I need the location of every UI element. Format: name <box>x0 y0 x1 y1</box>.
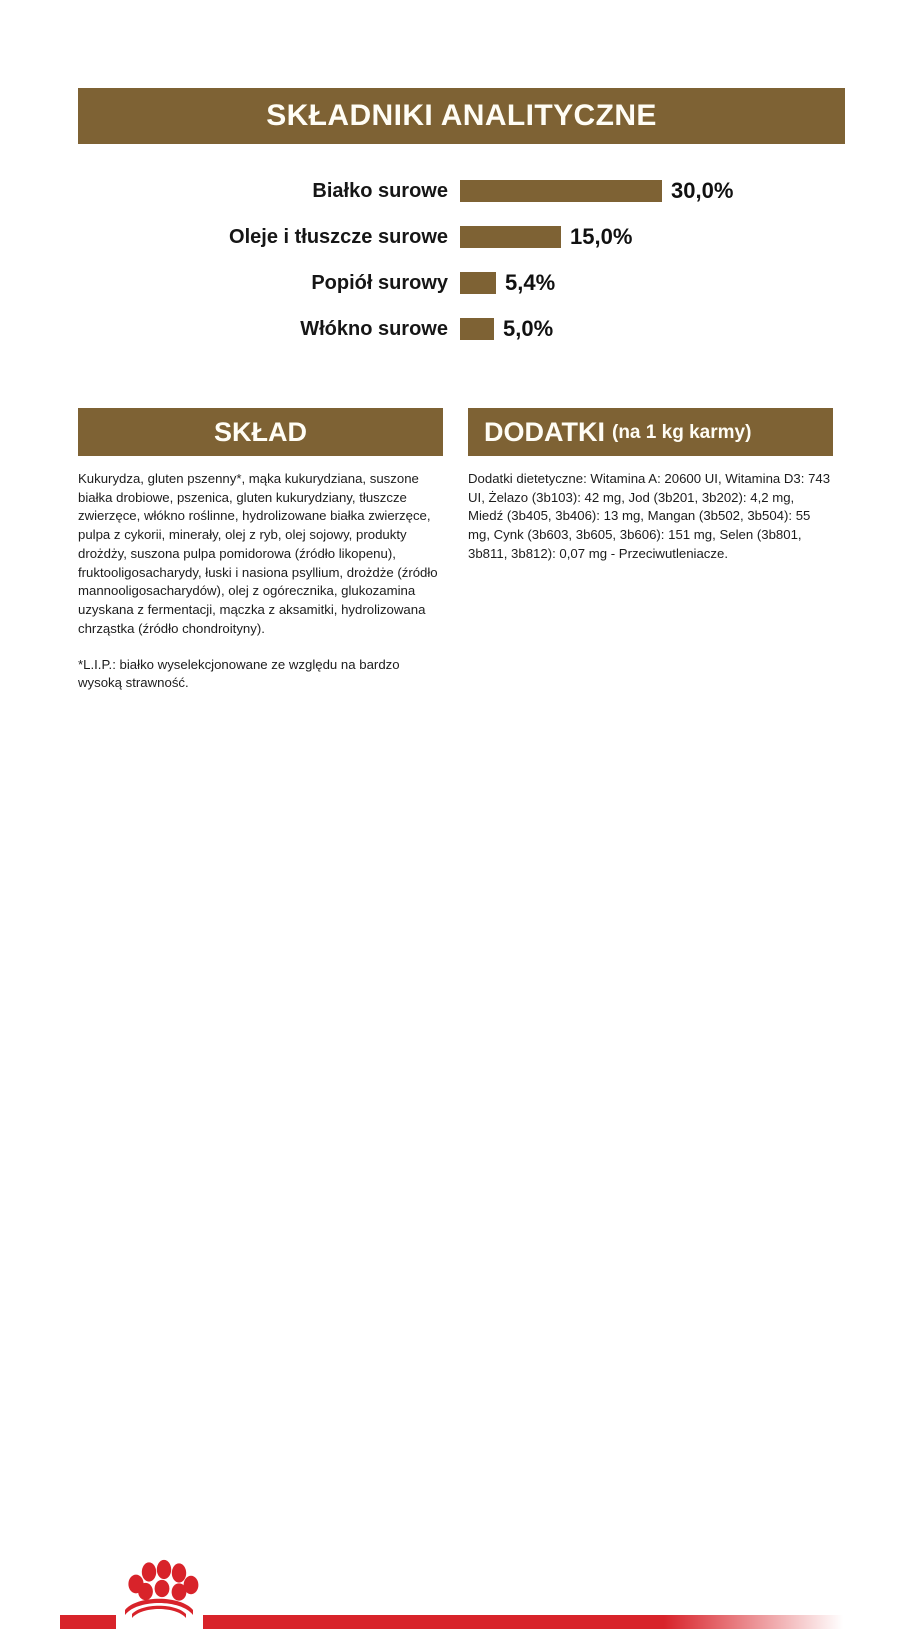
chart-row <box>78 168 845 214</box>
banner-title: SKŁADNIKI ANALITYCZNE <box>266 99 657 132</box>
chart-bar-wrap <box>460 224 845 250</box>
additives-heading: DODATKI <box>484 416 605 447</box>
chart-value-label: 30,0% <box>671 178 734 203</box>
chart-bar-wrap <box>460 270 845 296</box>
chart-bar-wrap <box>460 316 845 342</box>
chart-bar <box>460 318 494 340</box>
composition-text: Kukurydza, gluten pszenny*, mąka kukurydziana, suszone białka drobiowe, pszenica, gluten kukurydziany, tłuszcze zwierzęce, włókno roślinne, hydrolizowane białka zwierzęce, pulpa z cykorii, minerały, olej z ryb, olej sojowy, produkty drożdży, suszona pulpa pomidorowa (źródło likopenu), fruktooligosacharydy, łuski i nasiona psyllium, drożdże (źródło mannooligosacharydów), olej z ogórecznika, glukozamina uzyskana z fermentacji, mączka z aksamitki, hydrolizowana chrząstka (źródło chondroityny). <box>78 471 438 636</box>
brand-footer <box>0 770 922 922</box>
nutrient-bar-chart <box>78 168 845 352</box>
detail-columns <box>78 408 845 693</box>
footer-rule-right <box>203 1615 843 1629</box>
chart-value-label: 15,0% <box>570 224 633 249</box>
chart-value-label: 5,4% <box>505 270 556 295</box>
chart-row <box>78 260 845 306</box>
footer-rule-left <box>60 1615 116 1629</box>
chart-row <box>78 214 845 260</box>
additives-text: Dodatki dietetyczne: Witamina A: 20600 UI, Witamina D3: 743 UI, Żelazo (3b103): 42 mg, Jod (3b201, 3b202): 4,2 mg, Miedź (3b405, 3b406): 13 mg, Mangan (3b502, 3b504): 55 mg, Cynk (3b603, 3b605, 3b606): 151 mg, Selen (3b801, 3b811, 3b812): 0,07 mg - Przeciwutleniacze. <box>468 471 831 561</box>
composition-footnote: *L.I.P.: białko wyselekcjonowane ze względu na bardzo wysoką strawność. <box>78 656 400 691</box>
chart-bar <box>460 226 561 248</box>
additives-heading-sub: (na 1 kg karmy) <box>612 421 752 443</box>
additives-column <box>468 408 833 693</box>
composition-heading: SKŁAD <box>214 416 307 447</box>
chart-category-label: Popiół surowy <box>311 271 448 294</box>
chart-bar <box>460 272 496 294</box>
chart-bar <box>460 180 662 202</box>
royal-canin-crown-paw-logo <box>118 1554 200 1618</box>
chart-bar-wrap <box>460 178 845 204</box>
composition-header <box>78 408 443 456</box>
additives-header <box>468 408 833 456</box>
chart-row <box>78 306 845 352</box>
chart-category-label: Włókno surowe <box>300 317 448 340</box>
composition-column <box>78 408 443 693</box>
chart-category-label: Oleje i tłuszcze surowe <box>229 225 448 248</box>
chart-value-label: 5,0% <box>503 316 554 341</box>
chart-category-label: Białko surowe <box>312 179 448 202</box>
additives-body <box>468 456 833 564</box>
analytical-constituents-banner <box>78 88 845 144</box>
composition-body <box>78 456 443 693</box>
